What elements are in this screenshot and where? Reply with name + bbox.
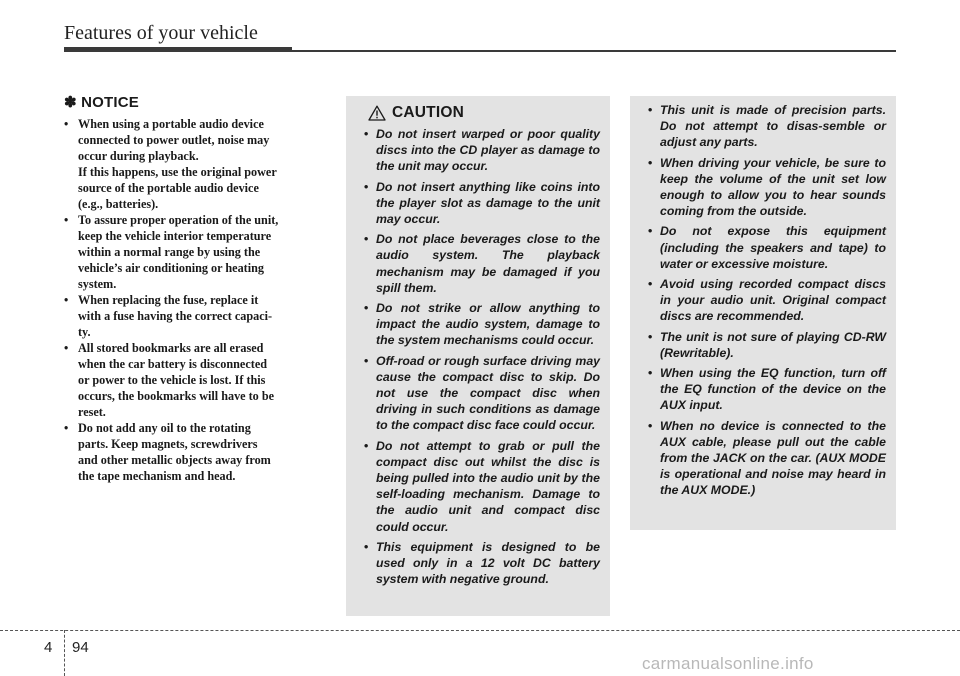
notice-item — [64, 212, 326, 292]
notice-line: • Do not add any oil to the rotating — [78, 421, 251, 435]
caution-item: • When no device is connected to the AUX cable, please pull out the cable from the JACK on the car. (AUX MODE is operational and noise may heard in the AUX MODE.) — [639, 418, 886, 499]
caution-item: • This equipment is designed to be used only in a 12 volt DC battery system with negative ground. — [355, 539, 600, 588]
caution-item: • Do not insert anything like coins into the player slot as damage to the unit may occur. — [355, 179, 600, 228]
notice-item — [64, 116, 326, 212]
notice-line: or power to the vehicle is lost. If this — [78, 373, 266, 387]
notice-section — [64, 93, 326, 484]
footer-divider — [0, 630, 960, 631]
caution-list — [346, 126, 610, 587]
caution-item: • When using the EQ function, turn off the EQ function of the device on the AUX input. — [639, 365, 886, 414]
notice-line: • When using a portable audio device — [78, 117, 264, 131]
watermark: carmanualsonline.info — [642, 654, 814, 673]
notice-line: • All stored bookmarks are all erased — [78, 341, 264, 355]
caution-header — [368, 104, 610, 122]
caution-title: CAUTION — [392, 104, 465, 121]
notice-line: and other metallic objects away from — [78, 453, 271, 467]
caution-continued-list — [630, 96, 896, 499]
footer-vertical-divider — [64, 630, 65, 676]
caution-continued-panel — [630, 96, 896, 530]
header-rule-thin — [292, 50, 896, 52]
caution-item: • The unit is not sure of playing CD-RW (Rewritable). — [639, 329, 886, 361]
notice-line: when the car battery is disconnected — [78, 357, 268, 371]
notice-line: parts. Keep magnets, screwdrivers — [78, 437, 258, 451]
notice-line: connected to power outlet, noise may — [78, 133, 270, 147]
notice-list — [64, 116, 326, 484]
notice-line: reset. — [78, 405, 106, 419]
notice-item — [64, 292, 326, 340]
caution-item: • Do not insert warped or poor quality discs into the CD player as damage to the unit may occur. — [355, 126, 600, 175]
header-rule-thick — [64, 47, 292, 52]
notice-line: vehicle’s air conditioning or heating — [78, 261, 264, 275]
notice-line: • To assure proper operation of the unit, — [78, 213, 279, 227]
notice-line: occurs, the bookmarks will have to be — [78, 389, 275, 403]
notice-item — [64, 340, 326, 420]
notice-line: source of the portable audio device — [78, 181, 259, 195]
caution-item: • Off-road or rough surface driving may cause the compact disc to skip. Do not use the compact disc when driving in such conditions as damage to the compact disc face could occur. — [355, 353, 600, 434]
notice-line: • When replacing the fuse, replace it — [78, 293, 259, 307]
warning-triangle-icon — [368, 105, 386, 121]
caution-item: • This unit is made of precision parts. Do not attempt to disas-semble or adjust any parts. — [639, 102, 886, 151]
chapter-number: 4 — [44, 639, 53, 656]
caution-item: • Do not expose this equipment (including the speakers and tape) to water or excessive moisture. — [639, 223, 886, 272]
notice-line: If this happens, use the original power — [78, 165, 277, 179]
caution-item: • Do not strike or allow anything to impact the audio system, damage to the system mechanisms could occur. — [355, 300, 600, 349]
notice-line: (e.g., batteries). — [78, 197, 159, 211]
page-number: 94 — [72, 639, 89, 656]
notice-line: the tape mechanism and head. — [78, 469, 236, 483]
caution-item: • Do not place beverages close to the audio system. The playback mechanism may be damaged if you spill them. — [355, 231, 600, 296]
caution-item: • When driving your vehicle, be sure to keep the volume of the unit set low enough to allow you to hear sounds coming from the outside. — [639, 155, 886, 220]
caution-item: • Do not attempt to grab or pull the compact disc out whilst the disc is being pulled into the audio unit by the self-loading mechanism. Damage to the audio unit and compact disc could occur. — [355, 438, 600, 535]
notice-line: occur during playback. — [78, 149, 199, 163]
notice-title: ✽ NOTICE — [64, 94, 140, 111]
notice-line: with a fuse having the correct capaci- — [78, 309, 273, 323]
notice-line: within a normal range by using the — [78, 245, 261, 259]
notice-item — [64, 420, 326, 484]
notice-line: ty. — [78, 325, 91, 339]
notice-line: system. — [78, 277, 117, 291]
caution-item: • Avoid using recorded compact discs in your audio unit. Original compact discs are recommended. — [639, 276, 886, 325]
caution-panel — [346, 96, 610, 616]
page-header-title: Features of your vehicle — [64, 22, 258, 44]
notice-line: keep the vehicle interior temperature — [78, 229, 272, 243]
